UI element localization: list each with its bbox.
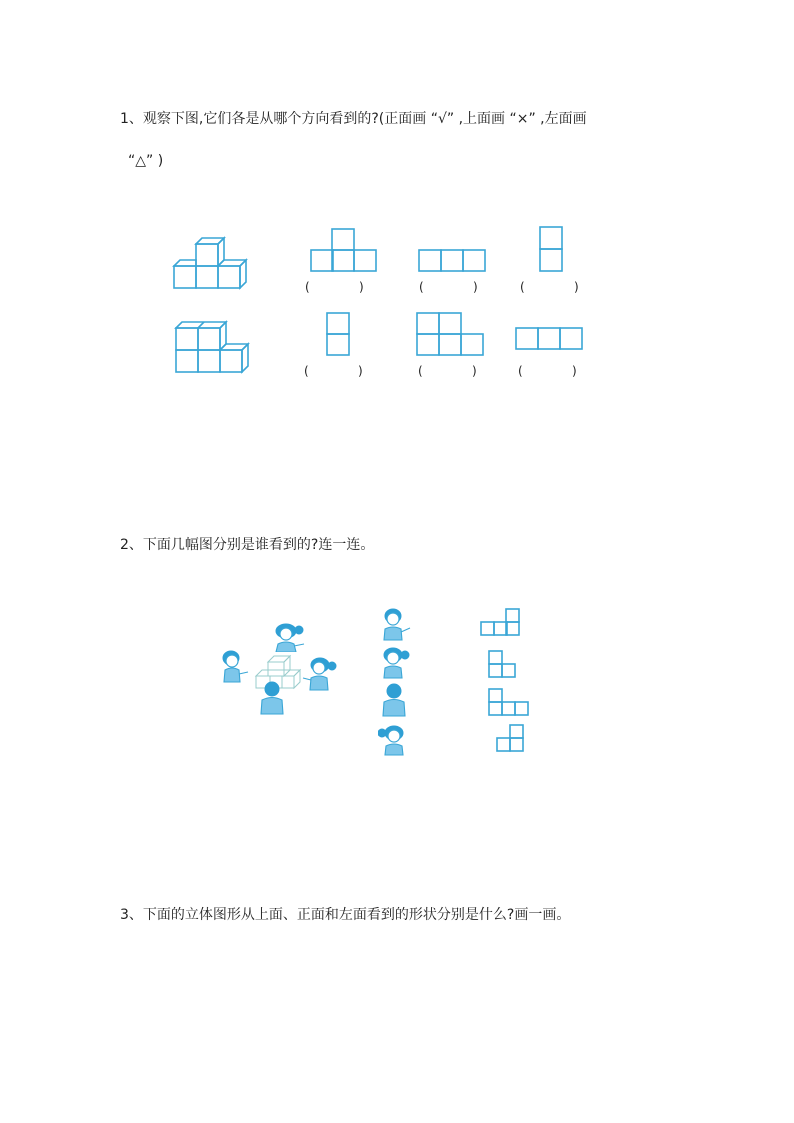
view-t-shape <box>310 228 378 272</box>
answer-paren-1[interactable]: ( ) <box>305 280 364 294</box>
view-option-4[interactable] <box>496 724 526 752</box>
view-option-3[interactable] <box>488 688 530 716</box>
answer-paren-2[interactable]: ( ) <box>419 280 478 294</box>
child-girl-top <box>272 622 308 652</box>
child-option-girl-1[interactable] <box>380 646 414 680</box>
child-option-girl-2[interactable] <box>378 724 414 756</box>
child-option-boy-1[interactable] <box>380 608 414 642</box>
cube-stack-figure-2 <box>174 318 254 380</box>
question-1-text-line2: “△” ) <box>128 153 164 169</box>
view-option-2[interactable] <box>488 650 518 678</box>
question-1-text-line1: 1、观察下图,它们各是从哪个方向看到的?(正面画 “√” ,上面画 “×” ,左面画 <box>120 111 587 127</box>
view-l-shape <box>416 312 484 356</box>
question-2-text: 2、下面几幅图分别是谁看到的?连一连。 <box>120 537 375 553</box>
view-option-1[interactable] <box>480 608 522 636</box>
answer-paren-5[interactable]: ( ) <box>418 364 477 378</box>
answer-paren-4[interactable]: ( ) <box>304 364 363 378</box>
answer-paren-3[interactable]: ( ) <box>520 280 579 294</box>
child-boy-bottom <box>258 680 288 716</box>
child-boy-left <box>220 650 250 686</box>
view-three-row-2 <box>515 327 583 350</box>
answer-paren-6[interactable]: ( ) <box>518 364 577 378</box>
child-option-boy-back[interactable] <box>380 682 414 718</box>
view-three-row <box>418 249 486 272</box>
view-two-column-2 <box>326 312 350 356</box>
child-girl-right <box>302 656 338 694</box>
view-two-column <box>539 226 563 272</box>
cube-stack-figure-1 <box>172 236 252 296</box>
question-3-text: 3、下面的立体图形从上面、正面和左面看到的形状分别是什么?画一画。 <box>120 907 571 923</box>
